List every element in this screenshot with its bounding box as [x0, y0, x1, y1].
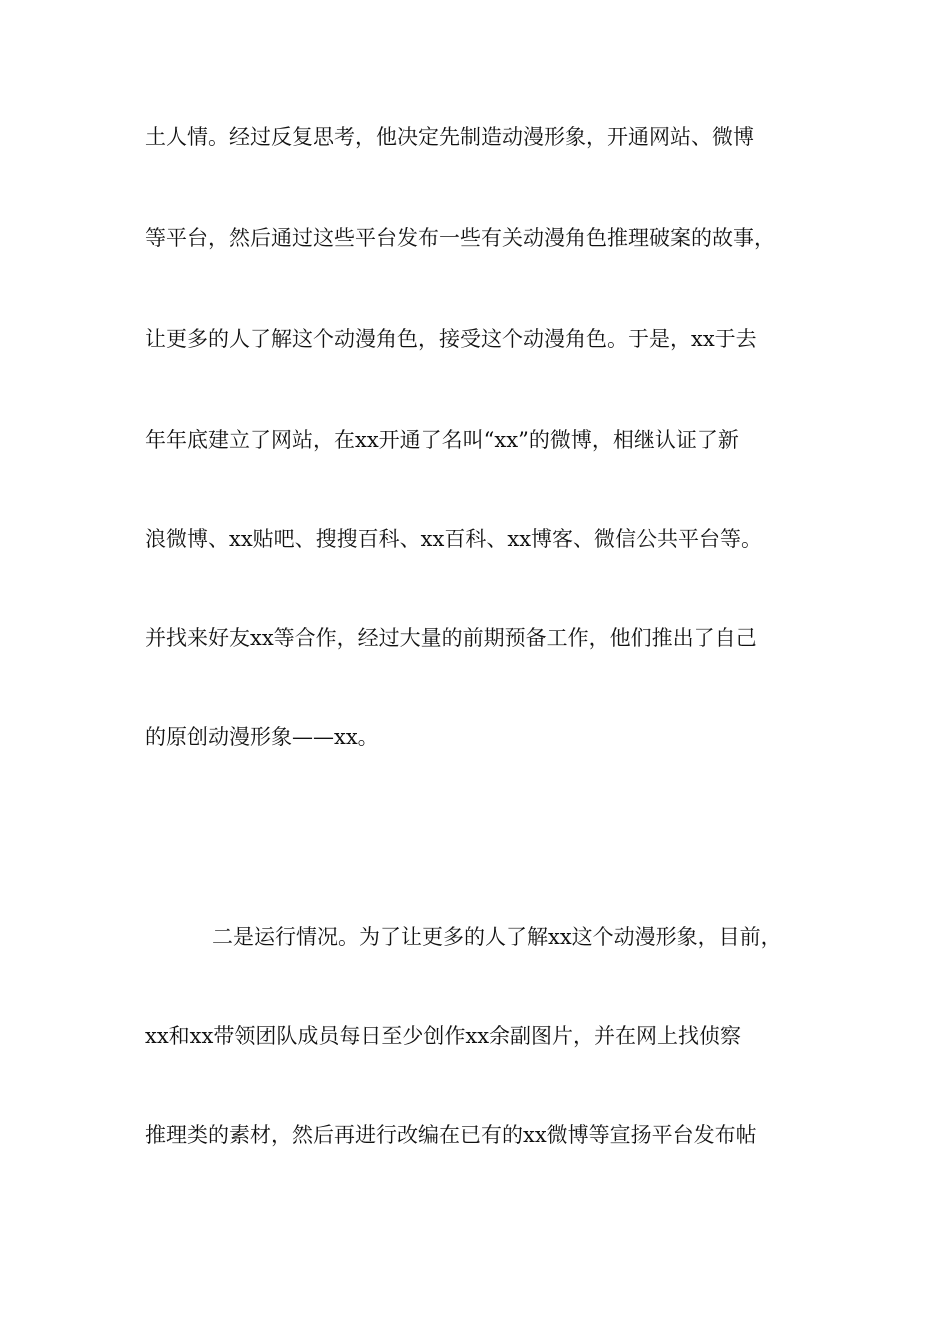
- paragraph-2-line-3: 推理类的素材，然后再进行改编在已有的xx微博等宣扬平台发布帖: [145, 1123, 757, 1147]
- paragraph-2-line-2: xx和xx带领团队成员每日至少创作xx余副图片，并在网上找侦察: [145, 1024, 742, 1048]
- paragraph-1-line-3: 让更多的人了解这个动漫角色，接受这个动漫角色。于是，xx于去: [145, 327, 757, 351]
- paragraph-1-line-1: 土人情。经过反复思考，他决定先制造动漫形象，开通网站、微博: [145, 125, 754, 149]
- paragraph-1-line-7: 的原创动漫形象——xx。: [145, 725, 379, 749]
- paragraph-1-line-5: 浪微博、xx贴吧、搜搜百科、xx百科、xx博客、微信公共平台等。: [145, 527, 763, 551]
- paragraph-1-line-6: 并找来好友xx等合作，经过大量的前期预备工作，他们推出了自己: [145, 626, 757, 650]
- paragraph-1-line-4: 年年底建立了网站，在xx开通了名叫“xx”的微博，相继认证了新: [145, 428, 739, 452]
- paragraph-1-line-2: 等平台，然后通过这些平台发布一些有关动漫角色推理破案的故事，: [145, 226, 775, 250]
- paragraph-2-line-1: 二是运行情况。为了让更多的人了解xx这个动漫形象，目前，: [212, 925, 782, 949]
